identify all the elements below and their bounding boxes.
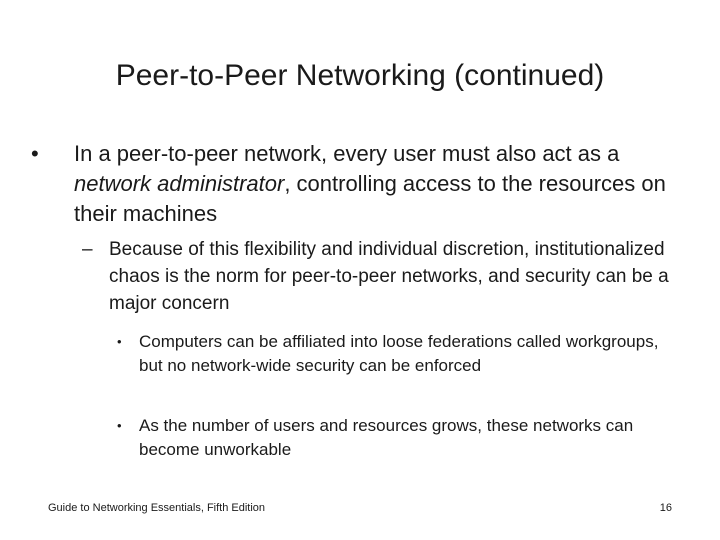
- bullet-level-2: [82, 236, 669, 317]
- bullet-text: As the number of users and resources grows, these networks can become unworkable: [139, 416, 634, 459]
- bullet-level-3: [117, 414, 664, 462]
- page-number: 16: [659, 502, 672, 514]
- bullet-text-before: In a peer-to-peer network, every user must also act as a: [74, 141, 620, 166]
- slide-title: Peer-to-Peer Networking (continued): [115, 59, 605, 92]
- bullet-text-emphasis: network administrator: [74, 171, 285, 196]
- bullet-marker: •: [117, 418, 122, 433]
- bullet-marker: •: [31, 141, 39, 166]
- bullet-text: Computers can be affiliated into loose federations called workgroups, but no network-wide security can be enforced: [139, 332, 659, 375]
- bullet-level-1: [31, 139, 684, 229]
- bullet-level-3: [117, 330, 664, 378]
- slide-footer: Guide to Networking Essentials, Fifth Edition: [48, 502, 266, 514]
- bullet-text-after: , controlling access to the resources on their machines: [74, 171, 666, 226]
- bullet-marker: •: [117, 334, 122, 349]
- dash-marker: –: [82, 239, 93, 260]
- bullet-text: Because of this flexibility and individual discretion, institutionalized chaos is the norm for peer-to-peer networks, and security can be a major concern: [109, 239, 669, 314]
